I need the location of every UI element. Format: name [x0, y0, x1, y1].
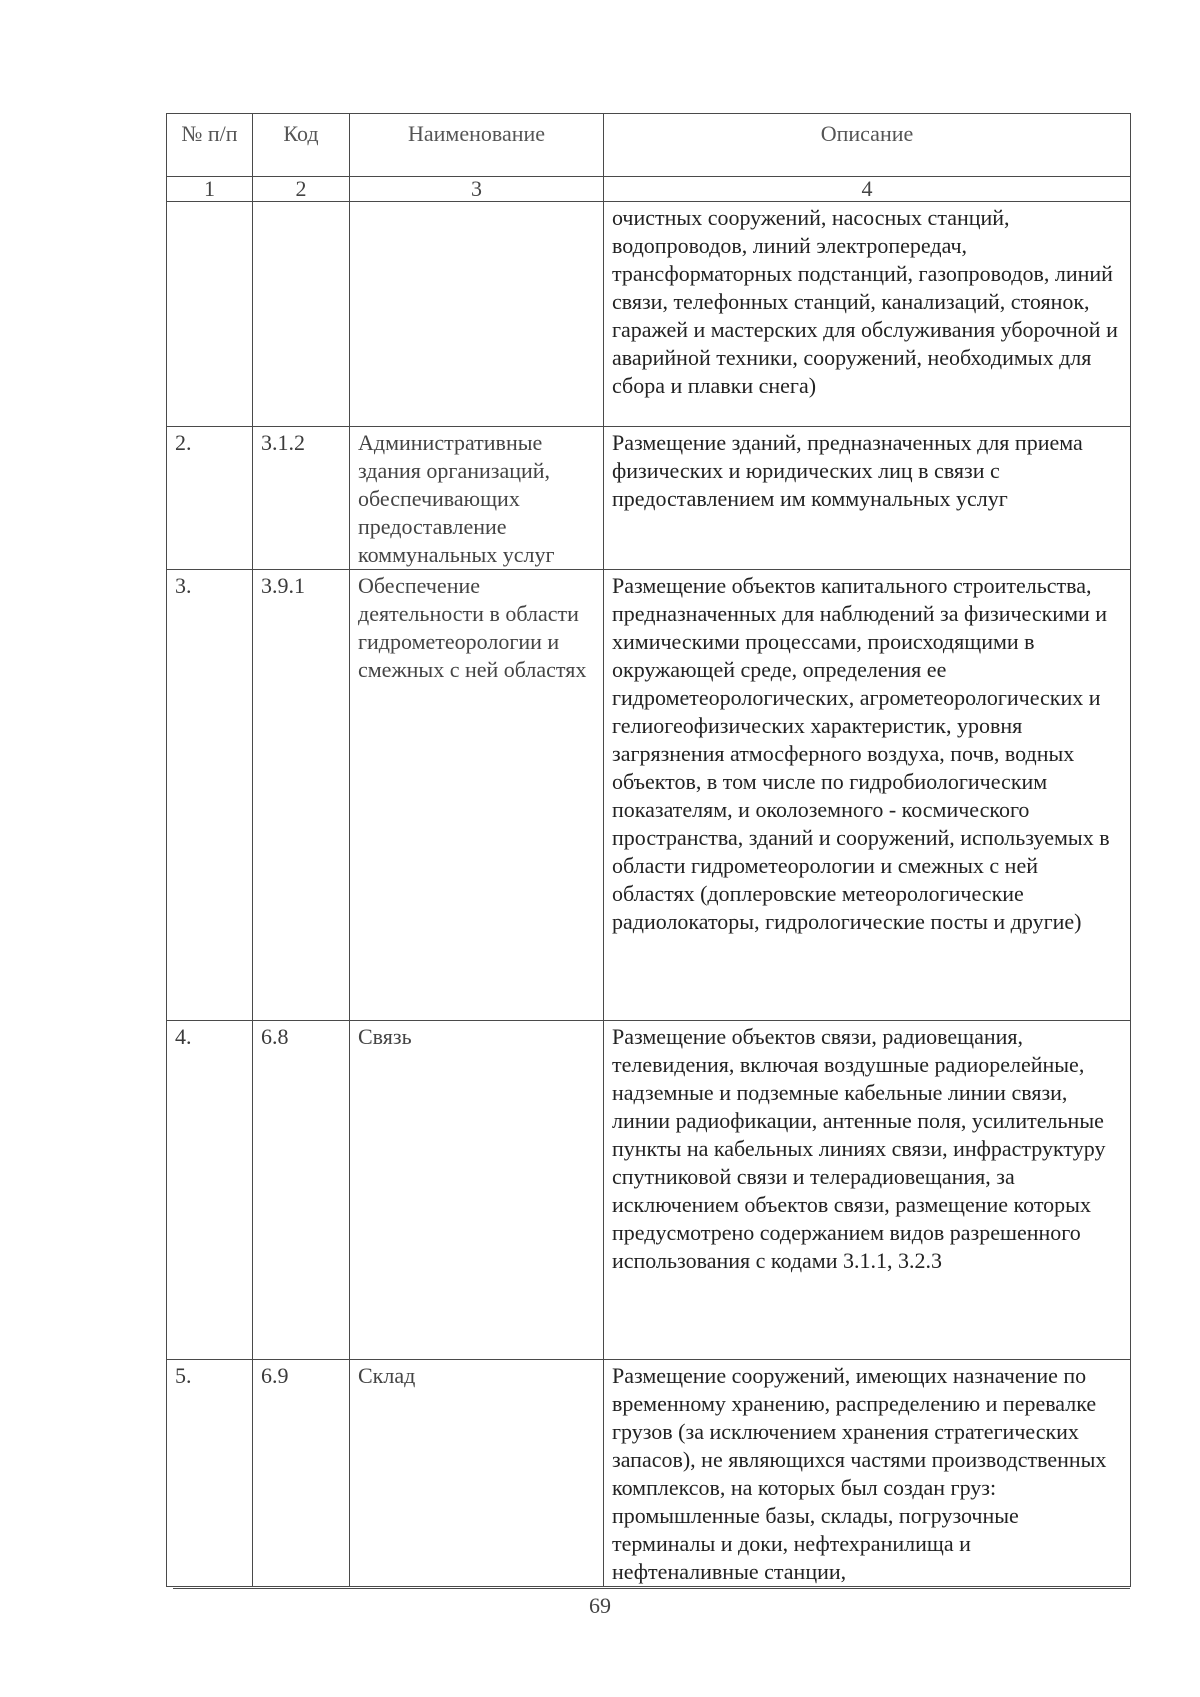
table-row — [167, 202, 1131, 427]
table-row — [167, 1021, 1131, 1360]
row-number: 5. — [167, 1360, 253, 1587]
header-number: № п/п — [167, 114, 253, 177]
header-description: Описание — [604, 114, 1131, 177]
bottom-divider — [173, 1588, 1130, 1589]
column-number-row — [167, 177, 1131, 202]
row-code: 6.8 — [253, 1021, 350, 1360]
row-number: 2. — [167, 427, 253, 570]
row-code — [253, 202, 350, 427]
row-description: Размещение зданий, предназначенных для приема физических и юридических лиц в связи с предоставлением им коммунальных услуг — [604, 427, 1131, 570]
table-row — [167, 570, 1131, 1021]
row-description: Размещение сооружений, имеющих назначение по временному хранению, распределению и перевалке грузов (за исключением хранения стратегических запасов), не являющихся частями производственных комплексов, на которых был создан груз: промышленные базы, склады, погрузочные терминалы и доки, нефтехранилища и нефтеналивные станции, — [604, 1360, 1131, 1587]
header-code: Код — [253, 114, 350, 177]
row-code: 6.9 — [253, 1360, 350, 1587]
column-number: 2 — [253, 177, 350, 202]
page-number: 69 — [589, 1593, 611, 1618]
row-number: 3. — [167, 570, 253, 1021]
column-number: 4 — [604, 177, 1131, 202]
row-description: очистных сооружений, насосных станций, водопроводов, линий электропередач, трансформаторных подстанций, газопроводов, линий связи, телефонных станций, канализаций, стоянок, гаражей и мастерских для обслуживания уборочной и аварийной техники, сооружений, необходимых для сбора и плавки снега) — [604, 202, 1131, 427]
row-description: Размещение объектов связи, радиовещания, телевидения, включая воздушные радиорелейные, надземные и подземные кабельные линии связи, линии радиофикации, антенные поля, усилительные пункты на кабельных линиях связи, инфраструктуру спутниковой связи и телерадиовещания, за исключением объектов связи, размещение которых предусмотрено содержанием видов разрешенного использования с кодами 3.1.1, 3.2.3 — [604, 1021, 1131, 1360]
row-description: Размещение объектов капитального строительства, предназначенных для наблюдений за физическими и химическими процессами, происходящими в окружающей среде, определения ее гидрометеорологических, агрометеорологических и гелиогеофизических характеристик, уровня загрязнения атмосферного воздуха, почв, водных объектов, в том числе по гидробиологическим показателям, и околоземного - космического пространства, зданий и сооружений, используемых в области гидрометеорологии и смежных с ней областях (доплеровские метеорологические радиолокаторы, гидрологические посты и другие) — [604, 570, 1131, 1021]
header-name: Наименование — [350, 114, 604, 177]
row-code: 3.1.2 — [253, 427, 350, 570]
table-row — [167, 1360, 1131, 1587]
land-use-table — [166, 113, 1131, 1587]
row-code: 3.9.1 — [253, 570, 350, 1021]
row-name: Обеспечение деятельности в области гидрометеорологии и смежных с ней областях — [350, 570, 604, 1021]
table-header-row — [167, 114, 1131, 177]
column-number: 1 — [167, 177, 253, 202]
row-name — [350, 202, 604, 427]
row-name: Склад — [350, 1360, 604, 1587]
row-name: Связь — [350, 1021, 604, 1360]
row-number: 4. — [167, 1021, 253, 1360]
column-number: 3 — [350, 177, 604, 202]
table-row — [167, 427, 1131, 570]
row-name: Административные здания организаций, обеспечивающих предоставление коммунальных услуг — [350, 427, 604, 570]
row-number — [167, 202, 253, 427]
